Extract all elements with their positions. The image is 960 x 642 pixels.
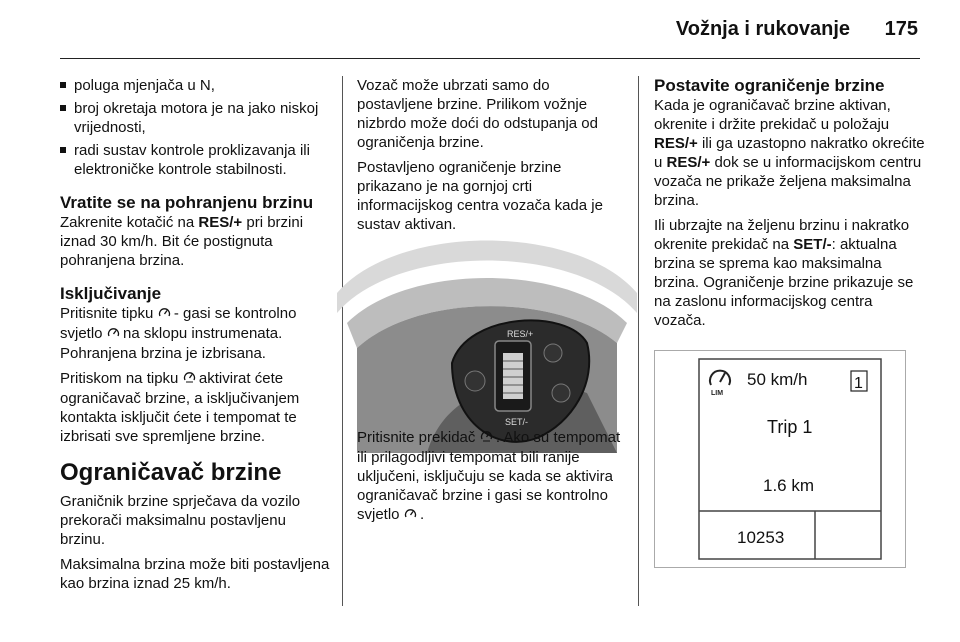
section-heading-limiter: Ograničavač brzine <box>60 459 282 486</box>
trip-label: Trip 1 <box>767 417 813 437</box>
wheel-res-label: RES/+ <box>507 329 534 339</box>
paragraph: Kada je ograničavač brzine aktivan, okrenite i držite prekidač u položaju RES/+ ili ga uzastopno nakratko okrećite u RES/+ dok se u informacijskom centru vozača ne prikaže željena maksimalna brzina. <box>654 97 925 209</box>
display-drawing <box>655 351 905 567</box>
cruise-control-icon <box>404 508 420 522</box>
driver-info-display <box>654 350 906 568</box>
lim-label: LIM <box>711 390 724 397</box>
paragraph: Graničnik brzine sprječava da vozilo prekorači maksimalnu postavljenu brzinu. <box>60 493 301 548</box>
res-plus-label: RES/+ <box>654 135 698 152</box>
header-rule <box>60 58 920 59</box>
paragraph: Ili ubrzajte na željenu brzinu i nakratko okrenite prekidač na SET/-: aktualna brzina se sprema kao maksimalna brzina. Ograničenje brzine prikazuje se na zaslonu informacijskog centra vozača. <box>654 217 914 329</box>
cruise-control-icon <box>107 327 123 341</box>
paragraph: Postavljeno ograničenje brzine prikazano je na gornjoj crti informacijskog centra vozača kada je sustav aktivan. <box>357 159 603 233</box>
column-right <box>654 76 926 568</box>
speed-limiter-icon <box>183 372 199 386</box>
res-plus-label: RES/+ <box>666 154 711 171</box>
section-heading-resume: Vratite se na pohranjenu brzinu <box>60 193 314 212</box>
header-title: Vožnja i rukovanje <box>675 18 850 40</box>
paragraph: Zakrenite kotačić na RES/+ pri brzini iznad 30 km/h. Bit će postignuta pohranjena brzina. <box>60 214 304 269</box>
column-divider <box>342 76 343 606</box>
paragraph: Vozač može ubrzati samo do postavljene brzine. Prilikom vožnje nizbrdo može doći do odstupanja od ograničenja brzine. <box>357 77 598 151</box>
paragraph: Pritisnite prekidač . Ako su tempomat ili prilagodljivi tempomat bili ranije uključeni, isključuju se kada se aktivira ograničavač brzine i gasi se kontrolno svjetlo . <box>357 429 621 523</box>
res-plus-label: RES/+ <box>198 214 243 231</box>
page-header <box>0 0 960 60</box>
column-left <box>60 76 332 599</box>
speed-limiter-icon <box>480 431 496 445</box>
paragraph: Pritiskom na tipku aktivirat ćete ograničavač brzine, a isključivanjem kontakta isključit ćete i tempomat te izbrisati sve spremljene brzine. <box>60 370 300 445</box>
column-divider <box>638 76 639 606</box>
wheel-set-label: SET/- <box>505 417 529 427</box>
section-heading-set-limit: Postavite ograničenje brzine <box>654 76 885 95</box>
steering-wheel-illustration <box>357 296 617 427</box>
set-minus-label: SET/- <box>793 236 832 253</box>
paragraph: Maksimalna brzina može biti postavljena kao brzina iznad 25 km/h. <box>60 556 330 592</box>
display-speed: 50 km/h <box>747 370 808 389</box>
list-item: poluga mjenjača u N, <box>60 76 332 95</box>
cruise-control-icon <box>158 307 174 321</box>
paragraph: Pritisnite tipku - gasi se kontrolno svjetlo na sklopu instrumenata. Pohranjena brzina je izbrisana. <box>60 305 297 362</box>
odometer-value: 10253 <box>737 528 785 547</box>
list-item: broj okretaja motora je na jako niskoj vrijednosti, <box>60 99 332 137</box>
page-number: 175 <box>884 18 918 40</box>
condition-list <box>60 76 332 179</box>
column-middle <box>357 76 627 531</box>
section-heading-off: Isključivanje <box>60 284 162 303</box>
speed-limiter-icon <box>710 371 730 385</box>
list-item: radi sustav kontrole proklizavanja ili elektroničke kontrole stabilnosti. <box>60 141 332 179</box>
trip-value: 1.6 km <box>763 476 815 495</box>
display-slot: 1 <box>854 375 863 392</box>
